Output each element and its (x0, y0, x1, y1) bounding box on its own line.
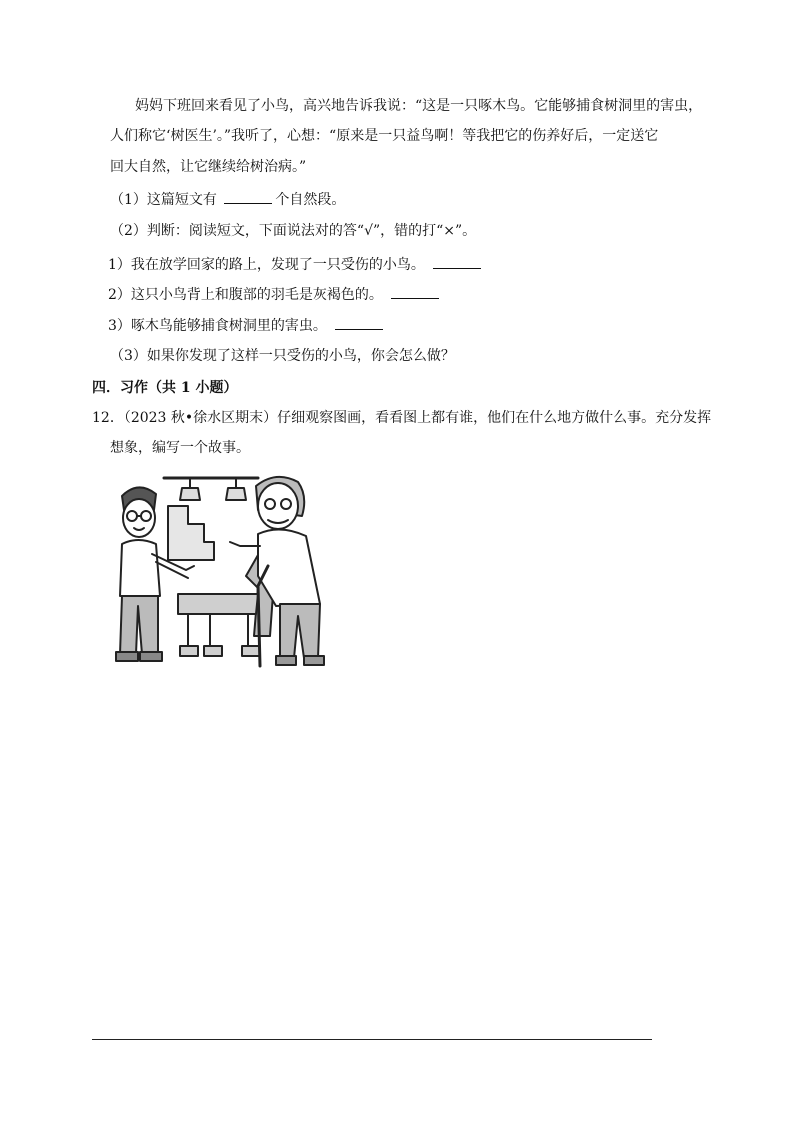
question-1-prefix: （1）这篇短文有 (110, 192, 222, 208)
question-1-suffix: 个自然段。 (275, 192, 346, 208)
question-12-line-1: 12．（2023 秋•徐水区期末）仔细观察图画，看看图上都有谁，他们在什么地方做什么事。充分发挥 (92, 410, 712, 426)
answer-blank-judge-1[interactable] (433, 254, 481, 269)
answer-blank-paragraph-count[interactable] (224, 189, 272, 204)
judge-item-3 (108, 315, 386, 336)
answer-blank-judge-3[interactable] (335, 315, 383, 330)
judge-item-3-text: 3）啄木鸟能够捕食树洞里的害虫。 (108, 318, 327, 334)
passage-line-3: 回大自然，让它继续给树治病。” (110, 159, 307, 175)
grandmother-figure-icon (230, 477, 324, 666)
judge-item-1 (108, 254, 484, 275)
bus-seat-illustration (108, 466, 340, 670)
passage-line-2: 人们称它‘树医生’。”我听了，心想：“原来是一只益鸟啊！等我把它的伤养好后，一定送它 (110, 128, 659, 144)
footer-divider (92, 1039, 652, 1040)
hand-strap-icon (164, 478, 258, 500)
section-4-heading: 四．习作（共 1 小题） (92, 380, 238, 396)
passage-line-1: 妈妈下班回来看见了小鸟，高兴地告诉我说：“这是一只啄木鸟。它能够捕食树洞里的害虫， (135, 98, 703, 114)
judge-item-1-text: 1）我在放学回家的路上，发现了一只受伤的小鸟。 (108, 257, 425, 273)
question-12-line-2: 想象，编写一个故事。 (110, 440, 250, 456)
question-2: （2）判断：阅读短文，下面说法对的答“√”，错的打“×”。 (110, 223, 477, 239)
question-3: （3）如果你发现了这样一只受伤的小鸟，你会怎么做？ (110, 348, 455, 364)
answer-blank-judge-2[interactable] (391, 284, 439, 299)
judge-item-2 (108, 284, 442, 305)
judge-item-2-text: 2）这只小鸟背上和腹部的羽毛是灰褐色的。 (108, 287, 383, 303)
question-1 (110, 189, 345, 210)
